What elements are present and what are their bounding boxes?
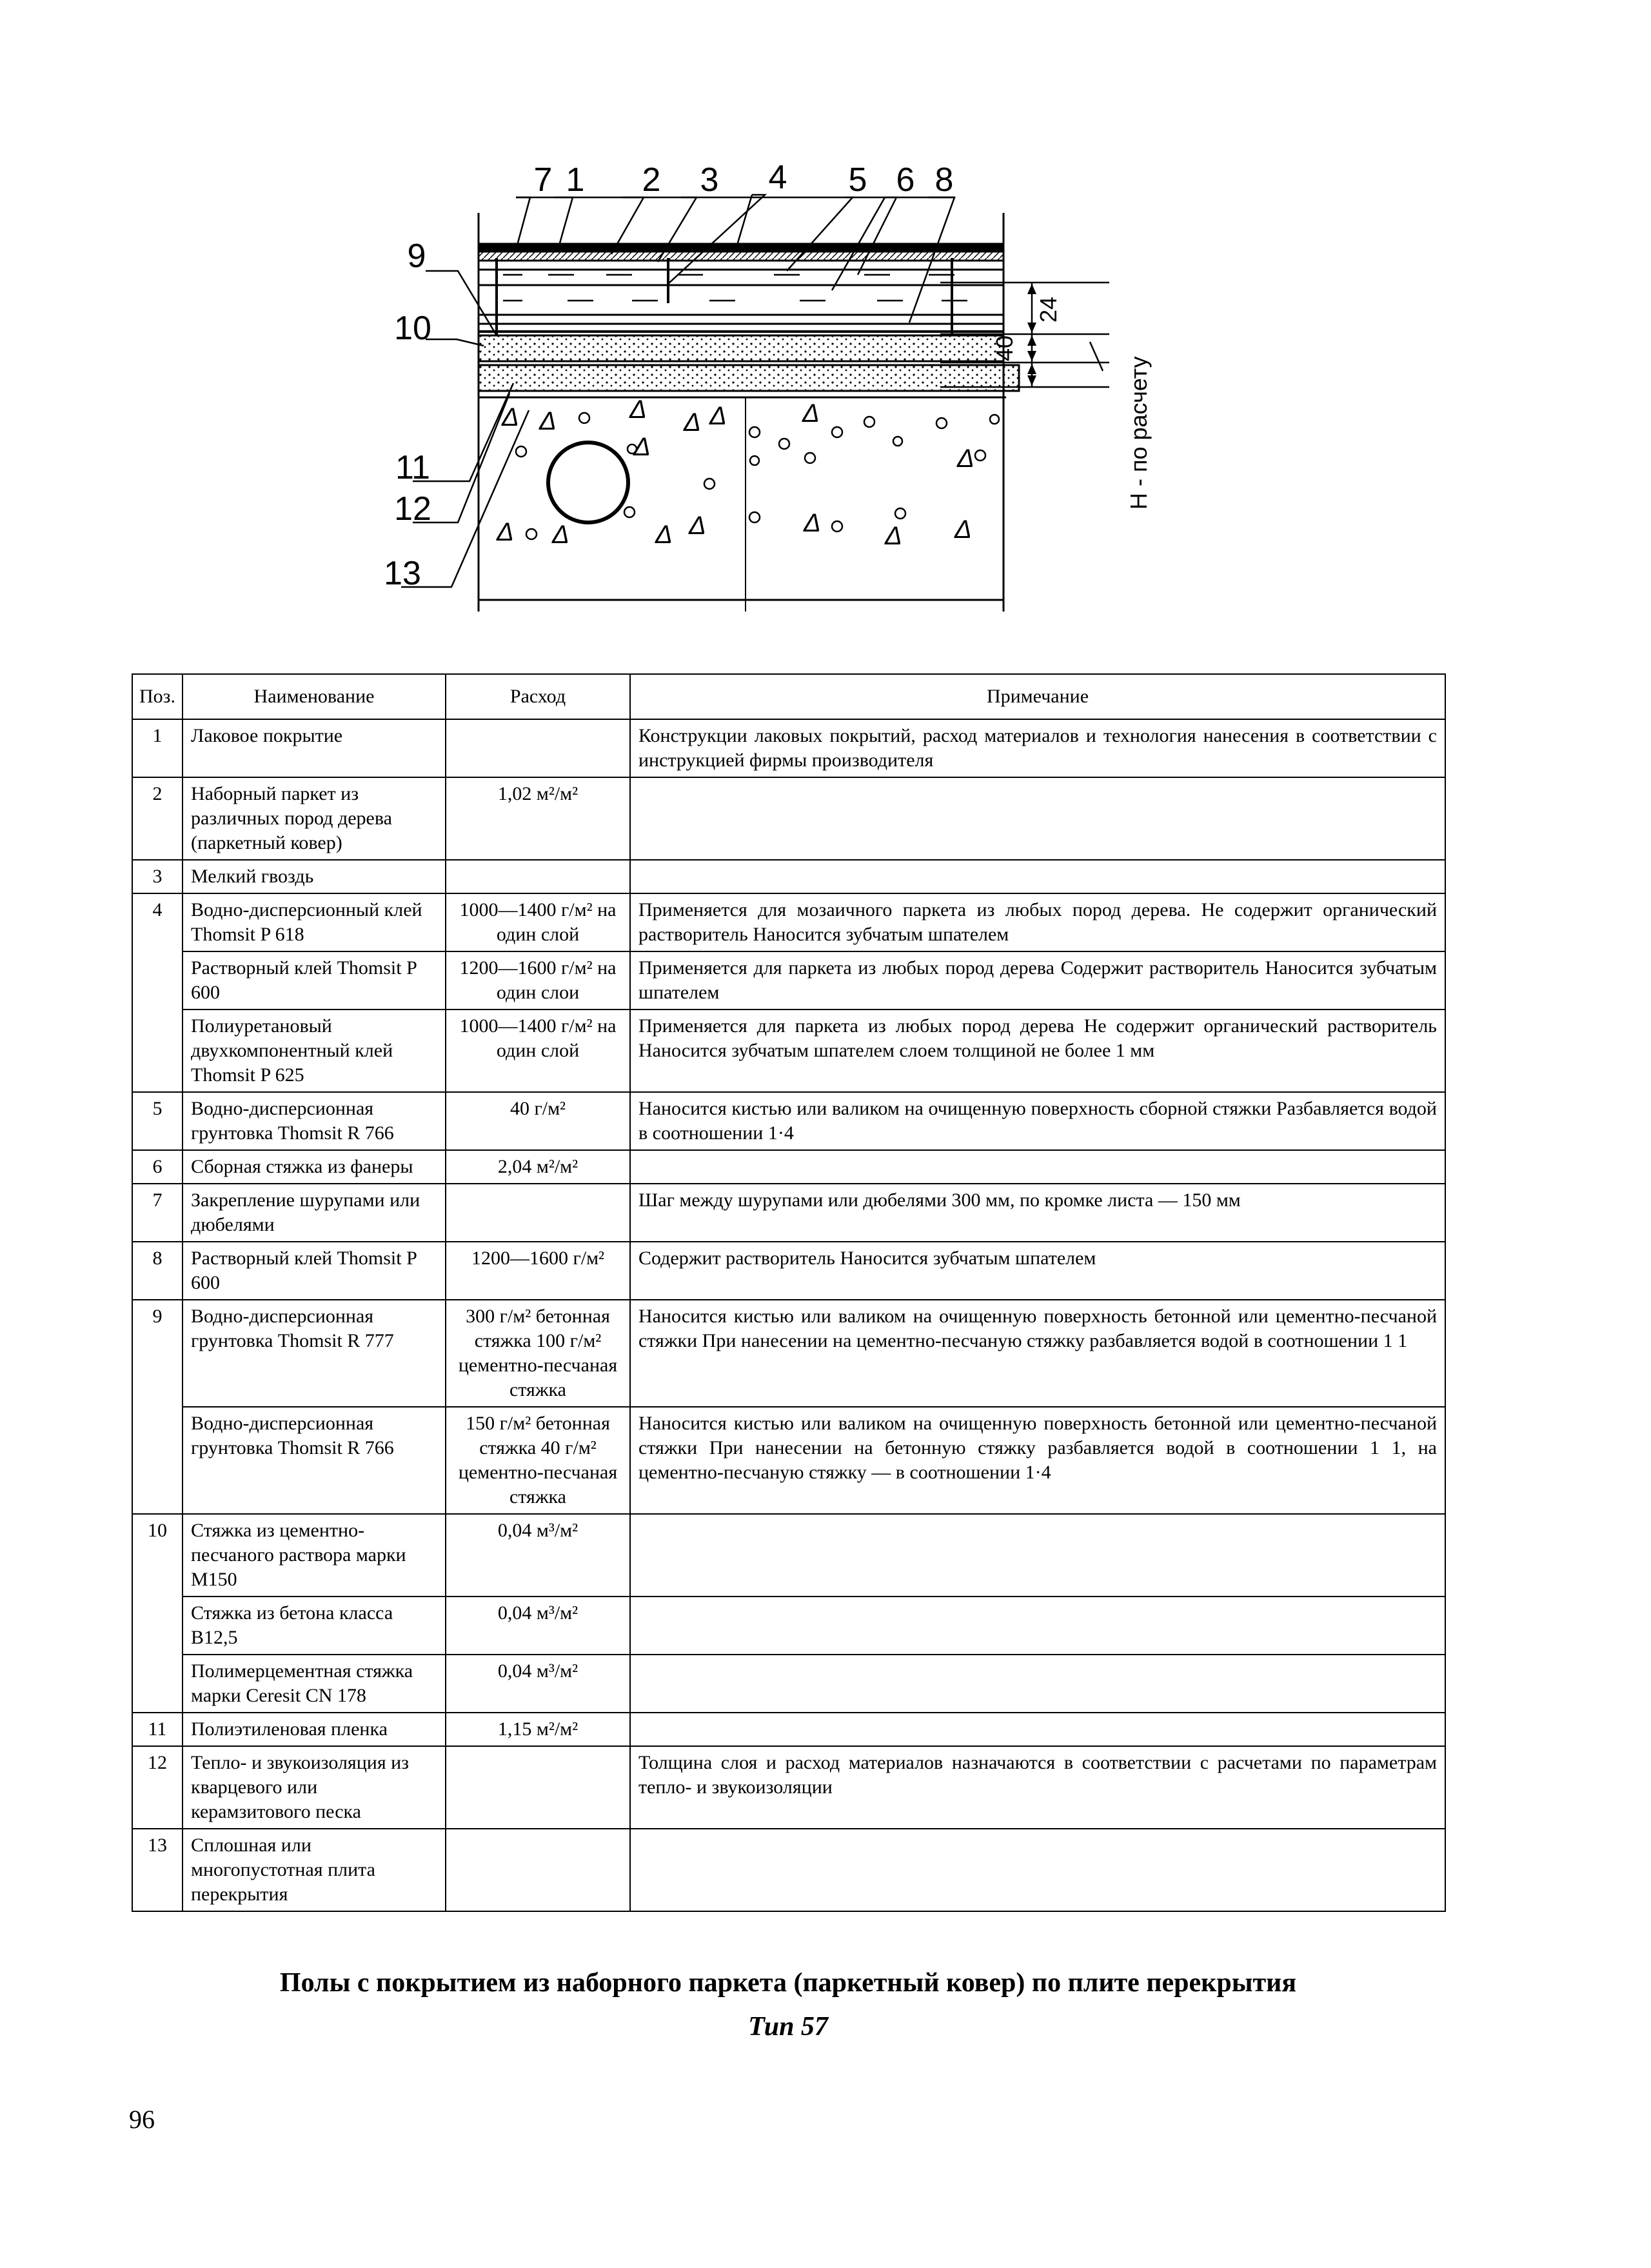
row-consumption xyxy=(446,1184,630,1242)
label-13: 13 xyxy=(384,555,421,592)
label-8: 8 xyxy=(934,161,954,199)
row-pos: 5 xyxy=(132,1092,183,1150)
row-name: Водно-дисперсионная грунтовка Thomsit R 766 xyxy=(183,1407,446,1514)
table-row xyxy=(132,1713,1445,1746)
row-consumption: 40 г/м² xyxy=(446,1092,630,1150)
row-note: Шаг между шурупами или дюбелями 300 мм, по кромке листа — 150 мм xyxy=(630,1184,1445,1242)
row-consumption xyxy=(446,1746,630,1829)
table-row xyxy=(132,1829,1445,1911)
row-consumption: 300 г/м² бетонная стяжка 100 г/м² цементно-песчаная стяжка xyxy=(446,1300,630,1407)
row-consumption: 1000—1400 г/м² на один слой xyxy=(446,1010,630,1092)
row-name: Полиуретановый двухкомпонентный клей Thomsit P 625 xyxy=(183,1010,446,1092)
row-note: Толщина слоя и расход материалов назначаются в соответствии с расчетами по параметрам тепло- и звукоизоляции xyxy=(630,1746,1445,1829)
row-note: Наносится кистью или валиком на очищенную поверхность сборной стяжки Разбавляется водой в соотношении 1·4 xyxy=(630,1092,1445,1150)
svg-text:Δ: Δ xyxy=(552,521,569,549)
row-pos xyxy=(132,951,183,1010)
materials-table xyxy=(132,673,1446,1912)
row-name: Лаковое покрытие xyxy=(183,719,446,777)
row-note: Применяется для паркета из любых пород дерева Не содержит органический растворитель Наносится зубчатым шпателем слоем толщиной не более 1 мм xyxy=(630,1010,1445,1092)
table-row xyxy=(132,1514,1445,1597)
table-row xyxy=(132,1150,1445,1184)
row-consumption: 1,15 м²/м² xyxy=(446,1713,630,1746)
label-9: 9 xyxy=(407,237,426,275)
row-note: Наносится кистью или валиком на очищенную поверхность бетонной или цементно-песчаной стяжки При нанесении на бетонную стяжку разбавляется водой в соотношении 1 1, на цементно-песчаную стяжку — в соотношении 1·4 xyxy=(630,1407,1445,1514)
svg-text:Δ: Δ xyxy=(497,518,514,546)
row-name: Мелкий гвоздь xyxy=(183,860,446,893)
header-pos: Поз. xyxy=(132,674,183,719)
svg-text:Δ: Δ xyxy=(709,402,727,430)
row-name: Водно-дисперсионный клей Thomsit P 618 xyxy=(183,893,446,951)
table-row xyxy=(132,1092,1445,1150)
svg-text:Δ: Δ xyxy=(885,522,902,550)
table-row xyxy=(132,1300,1445,1407)
row-pos xyxy=(132,1010,183,1092)
label-7: 7 xyxy=(533,161,553,199)
row-name: Закрепление шурупами или дюбелями xyxy=(183,1184,446,1242)
label-1: 1 xyxy=(566,161,585,199)
row-name: Наборный паркет из различных пород дерева (паркетный ковер) xyxy=(183,777,446,860)
row-consumption: 0,04 м³/м² xyxy=(446,1597,630,1655)
row-name: Водно-дисперсионная грунтовка Thomsit R 766 xyxy=(183,1092,446,1150)
row-consumption: 1200—1600 г/м² на один слои xyxy=(446,951,630,1010)
page-subtitle: Тип 57 xyxy=(748,2012,828,2042)
row-consumption: 1200—1600 г/м² xyxy=(446,1242,630,1300)
row-note: Наносится кистью или валиком на очищенную поверхность бетонной или цементно-песчаной стяжки При нанесении на цементно-песчаную стяжку разбавляется водой в соотношении 1 1 xyxy=(630,1300,1445,1407)
row-note xyxy=(630,1829,1445,1911)
row-pos: 8 xyxy=(132,1242,183,1300)
header-consumption: Расход xyxy=(446,674,630,719)
row-name: Полимерцементная стяжка марки Ceresit CN 178 xyxy=(183,1655,446,1713)
table-row xyxy=(132,1407,1445,1514)
table-row xyxy=(132,893,1445,951)
header-name: Наименование xyxy=(183,674,446,719)
row-name: Растворный клей Thomsit P 600 xyxy=(183,951,446,1010)
row-pos xyxy=(132,1655,183,1713)
table-row xyxy=(132,1242,1445,1300)
page-title: Полы с покрытием из наборного паркета (паркетный ковер) по плите перекрытия xyxy=(279,1968,1297,1998)
row-pos: 1 xyxy=(132,719,183,777)
row-pos: 6 xyxy=(132,1150,183,1184)
label-3: 3 xyxy=(700,161,719,199)
row-name: Стяжка из бетона класса В12,5 xyxy=(183,1597,446,1655)
row-name: Растворный клей Thomsit P 600 xyxy=(183,1242,446,1300)
svg-text:Δ: Δ xyxy=(804,509,821,537)
row-pos: 4 xyxy=(132,893,183,951)
row-pos: 12 xyxy=(132,1746,183,1829)
row-consumption: 1000—1400 г/м² на один слой xyxy=(446,893,630,951)
row-consumption: 0,04 м³/м² xyxy=(446,1655,630,1713)
row-pos: 3 xyxy=(132,860,183,893)
row-pos: 13 xyxy=(132,1829,183,1911)
row-name: Сплошная или многопустотная плита перекрытия xyxy=(183,1829,446,1911)
dim-24-label: 24 xyxy=(1035,296,1062,323)
row-note xyxy=(630,777,1445,860)
label-12: 12 xyxy=(394,490,431,528)
dim-h-label: H - по расчету xyxy=(1125,356,1152,510)
row-name: Стяжка из цементно-песчаного раствора марки М150 xyxy=(183,1514,446,1597)
svg-text:Δ: Δ xyxy=(802,399,820,428)
row-pos: 7 xyxy=(132,1184,183,1242)
svg-text:Δ: Δ xyxy=(539,407,557,435)
row-pos xyxy=(132,1407,183,1514)
row-pos xyxy=(132,1597,183,1655)
svg-text:Δ: Δ xyxy=(502,403,519,432)
row-consumption xyxy=(446,860,630,893)
row-consumption: 2,04 м²/м² xyxy=(446,1150,630,1184)
label-6: 6 xyxy=(896,161,915,199)
row-pos: 2 xyxy=(132,777,183,860)
svg-text:Δ: Δ xyxy=(684,408,701,437)
svg-text:Δ: Δ xyxy=(957,444,974,473)
label-4: 4 xyxy=(768,159,787,196)
svg-text:Δ: Δ xyxy=(633,433,651,461)
label-10: 10 xyxy=(394,310,431,347)
table-row xyxy=(132,951,1445,1010)
svg-text:Δ: Δ xyxy=(689,512,706,540)
page-number: 96 xyxy=(129,2105,155,2134)
svg-text:Δ: Δ xyxy=(954,515,972,544)
row-consumption xyxy=(446,719,630,777)
row-pos: 10 xyxy=(132,1514,183,1597)
row-note xyxy=(630,1655,1445,1713)
row-name: Водно-дисперсионная грунтовка Thomsit R 777 xyxy=(183,1300,446,1407)
row-note: Применяется для паркета из любых пород дерева Содержит растворитель Наносится зубчатым шпателем xyxy=(630,951,1445,1010)
row-note: Применяется для мозаичного паркета из любых пород дерева. Не содержит органический растворитель Наносится зубчатым шпателем xyxy=(630,893,1445,951)
row-note xyxy=(630,1150,1445,1184)
table-row xyxy=(132,860,1445,893)
row-consumption xyxy=(446,1829,630,1911)
row-pos: 9 xyxy=(132,1300,183,1407)
table-row xyxy=(132,777,1445,860)
label-5: 5 xyxy=(848,161,867,199)
row-name: Полиэтиленовая пленка xyxy=(183,1713,446,1746)
row-pos: 11 xyxy=(132,1713,183,1746)
svg-text:Δ: Δ xyxy=(655,521,673,549)
row-note xyxy=(630,1597,1445,1655)
row-consumption: 0,04 м³/м² xyxy=(446,1514,630,1597)
row-name: Сборная стяжка из фанеры xyxy=(183,1150,446,1184)
table-row xyxy=(132,1746,1445,1829)
row-name: Тепло- и звукоизоляция из кварцевого или керамзитового песка xyxy=(183,1746,446,1829)
row-note: Конструкции лаковых покрытий, расход материалов и технология нанесения в соответствии с инструкцией фирмы производителя xyxy=(630,719,1445,777)
svg-text:Δ: Δ xyxy=(629,395,647,424)
row-consumption: 150 г/м² бетонная стяжка 40 г/м² цементно-песчаная стяжка xyxy=(446,1407,630,1514)
table-row xyxy=(132,719,1445,777)
table-row xyxy=(132,1597,1445,1655)
row-consumption: 1,02 м²/м² xyxy=(446,777,630,860)
row-note xyxy=(630,1514,1445,1597)
table-row xyxy=(132,1010,1445,1092)
table-row xyxy=(132,1184,1445,1242)
label-11: 11 xyxy=(395,449,430,486)
label-2: 2 xyxy=(642,161,661,199)
floor-section-diagram xyxy=(361,148,1251,626)
header-note: Примечание xyxy=(630,674,1445,719)
row-note: Содержит растворитель Наносится зубчатым шпателем xyxy=(630,1242,1445,1300)
table-header-row xyxy=(132,674,1445,719)
row-note xyxy=(630,1713,1445,1746)
row-note xyxy=(630,860,1445,893)
table-row xyxy=(132,1655,1445,1713)
dim-40-label: 40 xyxy=(991,335,1018,361)
